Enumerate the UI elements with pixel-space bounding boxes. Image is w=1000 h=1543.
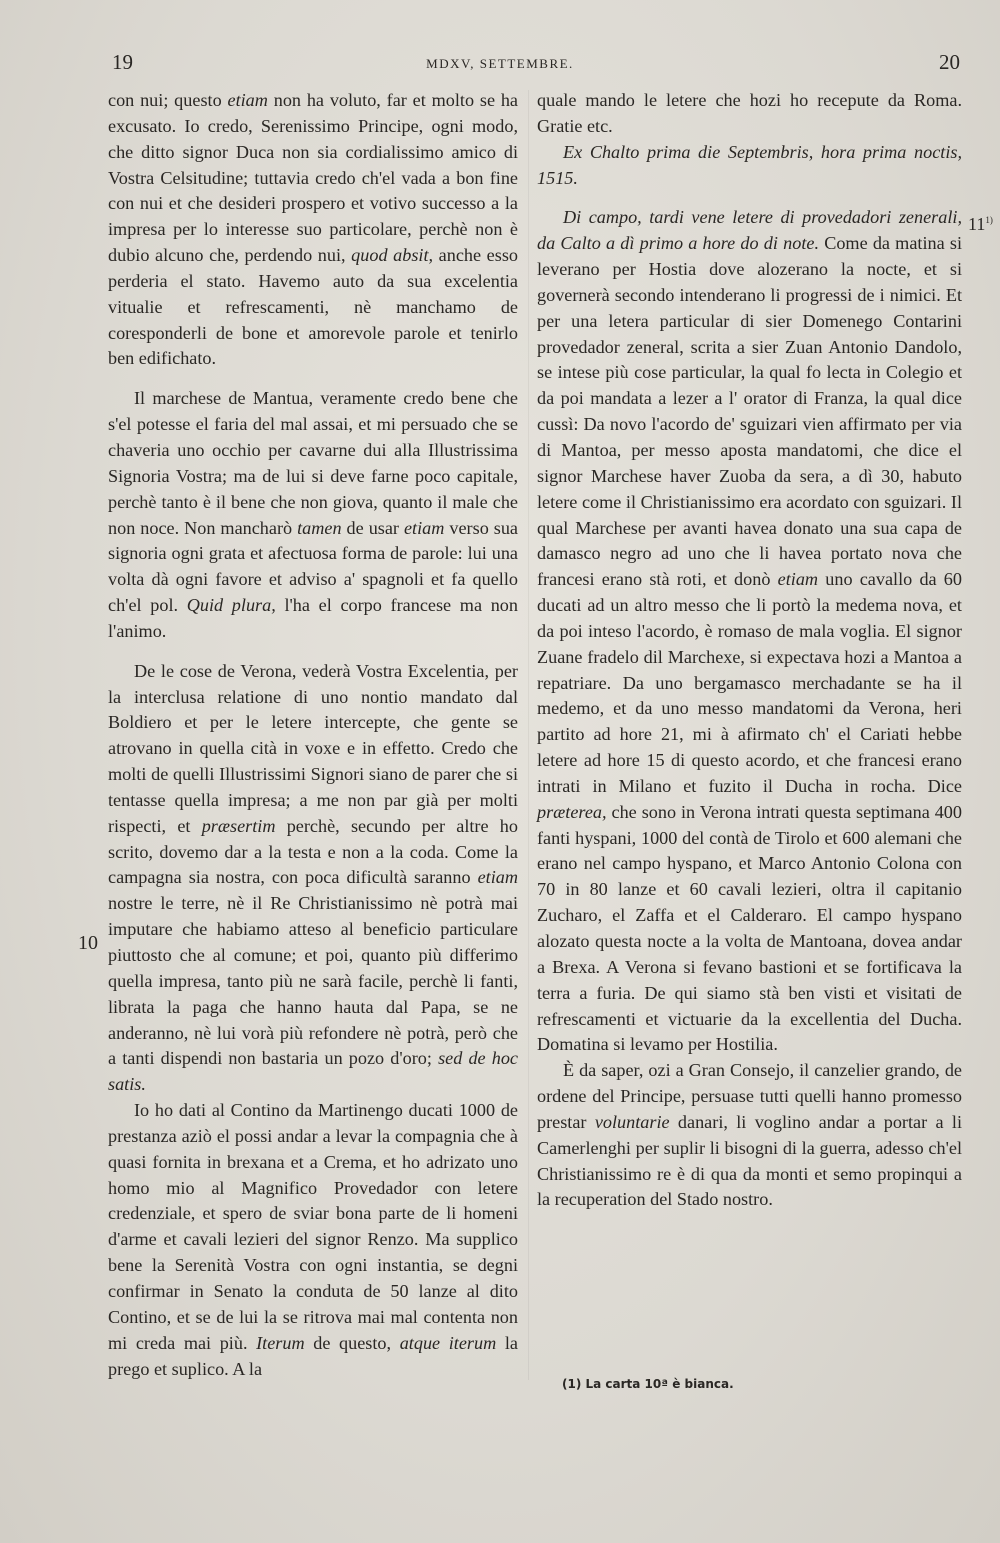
running-head: MDXV, SETTEMBRE. <box>426 56 574 71</box>
margin-line-number: 10 <box>78 932 98 954</box>
italic-text: atque iterum <box>399 1332 497 1353</box>
paragraph <box>108 1098 518 1382</box>
italic-text: quod absit, <box>351 245 434 266</box>
column-gutter <box>528 90 529 1380</box>
paragraph <box>108 88 518 372</box>
italic-text: etiam <box>403 517 445 538</box>
italic-text: etiam <box>477 867 518 888</box>
italic-text: Di campo, tardi vene letere di provedadori zenerali, da Calto a dì primo a hore do di note. <box>537 207 962 254</box>
text-run: non ha voluto, far et molto se ha excusato. Io credo, Serenissimo Principe, ogni modo, che ditto signor Duca non sia cordialissimo amico di Vostra Celsitudine; tuttavia credo ch'el vada a bon fine con nui et che desideri prospero et votivo successo a la impresa per lo interesse suo particolare, perchè non è dubio alcuno che, perdendo nui, <box>108 90 518 266</box>
right-page-number: 20 <box>939 50 960 74</box>
italic-text: etiam <box>777 569 819 590</box>
italic-text: sed de hoc satis. <box>108 1048 518 1095</box>
italic-text: etiam <box>227 90 268 110</box>
italic-text: Quid plura, <box>186 595 276 616</box>
paragraph <box>537 205 962 1058</box>
page-header <box>0 50 1000 80</box>
text-run: l'ha el corpo francese ma non l'animo. <box>108 595 518 641</box>
text-run: uno cavallo da 60 ducati ad un altro messo che li portò la medema nova, et da poi inteso l'acordo, è romaso de mala voglia. El signor Zuane fradelo dil Marchexe, si expectava hozi a Mantoa a repatriare. Da uno bergamasco merchadante se ha il medemo, et da uno messo mandatomi da Verona, heri partito ad hore 21, mi à afirmato ch' el Cariati hebbe letere ad hore 15 di questo acordo, et che francesi erano intrati in Milano et fuzito il Ducha in rocha. Dice <box>537 569 962 796</box>
text-run: de usar <box>341 517 404 538</box>
margin-folio-number: 11$^{1)}$ <box>968 214 993 234</box>
text-run: che sono in Verona intrati questa septimana 400 fanti hyspani, 1000 del contà de Tirolo et 600 alemani che erano nel campo hyspano, et Marco Antonio Colona con 70 in 80 lanze et 60 cavali lezieri, oltra il capitanio Zucharo, el Zaffa et el Calderaro. El campo hyspano alozato questa nocte a la volta de Mantoana, dovea andar a Brexa. A Verona si fevano bastioni et se fortificava la terra a furia. De qui siamo stà ben visti et visitati de refrescamenti et victuarie da la excellentia del Ducha. Domatina si levamo per Hostilia. <box>537 801 962 1055</box>
text-run: la prego et suplico. A la <box>108 1332 518 1379</box>
text-run: nostre le terre, nè il Re Christianissimo nè potrà mai imputare che habiamo atteso al beneficio particulare piuttosto che al comune; et poi, quanto più differimo quella impresa, tanto più ne sarà facile, perchè li fanti, librata la paga che hanno hauta dal Papa, se ne anderanno, nè lui vorà più refondere nè potrà, però che a tanti dispendi non bastaria un pozo d'oro; <box>108 893 518 1069</box>
left-page-number: 19 <box>112 50 133 74</box>
text-run: de questo, <box>304 1332 400 1353</box>
text-run: Il marchese de Mantua, veramente credo bene che s'el potesse el faria del mal assai, et mi persuado che se chaveria uno occhio per cavarne dui alla Illustrissima Signoria Vostra; ma de lui si deve farne poco capitale, perchè tanto è il bene che non giova, quanto il male che non noce. Non mancharò <box>108 388 518 538</box>
italic-text: voluntarie <box>594 1111 670 1132</box>
italic-text: tamen <box>297 517 342 538</box>
italic-text: præsertim <box>201 815 276 836</box>
left-text-column <box>108 88 518 1382</box>
text-run: quale mando le letere che hozi ho recepute da Roma. Gratie etc. <box>537 90 962 136</box>
paragraph <box>537 88 962 140</box>
italic-text: Iterum <box>256 1332 305 1353</box>
italic-text: præterea, <box>537 801 607 822</box>
text-run: Io ho dati al Contino da Martinengo ducati 1000 de prestanza aziò el possi andar a levar la compagnia che à quasi fornita in brexana et a Crema, et ho adrizato uno homo mio al Magnifico Provedador con letere credenziale, et spero de sviar bona parte de li homeni d'arme et cavali lezieri del signor Renzo. Ma supplico bene la Serenità Vostra con ogni instantia, se degni confirmar in Senato la conduta de 50 lanze al dito Contino, et se de lui la se ritrova mai mal contenta non mi creda mai più. <box>108 1100 518 1353</box>
text-run: È da saper, ozi a Gran Consejo, il canzelier grando, de ordene del Principe, persuase tutti quelli hanno promesso prestar <box>537 1060 962 1132</box>
text-run: De le cose de Verona, vederà Vostra Excelentia, per la interclusa relatione di uno nontio mandato dal Boldiero et per le letere intercepte, che gente se atrovano in quella cità in voxe e in effetto. Credo che molti de quelli Illustrissimi Signori siano de parer che si tentasse quella impresa; a me non par già per molti rispecti, et <box>108 660 518 836</box>
paragraph <box>108 659 518 1098</box>
italic-text: Ex Chalto prima die Septembris, hora prima noctis, 1515. <box>537 141 962 188</box>
text-run: con nui; questo <box>108 90 228 110</box>
text-run: perchè, secundo per altre ho scrito, dovemo dar a la testa e non a la coda. Come la campagna sia nostra, con poca dificultà saranno <box>108 815 518 888</box>
text-run: danari, li voglino andar a portar a li Camerlenghi per suplir li bisogni di la guerra, adesso ch'el Christianissimo re è di qua da monti et semo propinqui a la recuperation del Stado nostro. <box>537 1111 962 1210</box>
text-run: verso sua signoria ogni grata et afectuosa forma de parole: lui una volta dà ogni favore et adviso a' spagnoli et fa quello ch'el pol. <box>108 517 519 616</box>
text-run: Come da matina si leverano per Hostia dove alozerano la nocte, et si governerà secondo intenderano li progressi de i nimici. Et per una letera particular di sier Domenego Contarini provedador zeneral, scrita a sier Zuan Antonio Dandolo, se intese più cose particular, la qual fo lecta in Colegio et da poi mandata a lezer a l' orator di Franza, la qual dice cussì: Da novo l'acordo de' sguizari vien affirmato per via di Mantoa, per messo aposta mandatomi, che dice el signor Marchese haver Zuoba da sera, a dì 30, habuto letere come il Christianissimo era acordato con sguizari. Il qual Marchese per avanti havea donato una sua capa de damasco negro ad uno che li havea portato nova che francesi erano stà roti, et donò <box>537 233 963 590</box>
footnote: (1) La carta 10ª è bianca. <box>562 1377 734 1391</box>
paragraph <box>108 386 518 644</box>
paragraph <box>537 140 962 192</box>
paragraph <box>537 1058 962 1213</box>
text-run: anche esso perderia el stato. Havemo auto da sua excelentia vitualie et refrescamenti, nè manchamo de coresponderli de bone et amorevole parole et tenirlo ben edifichato. <box>108 245 519 369</box>
right-text-column <box>537 88 962 1213</box>
